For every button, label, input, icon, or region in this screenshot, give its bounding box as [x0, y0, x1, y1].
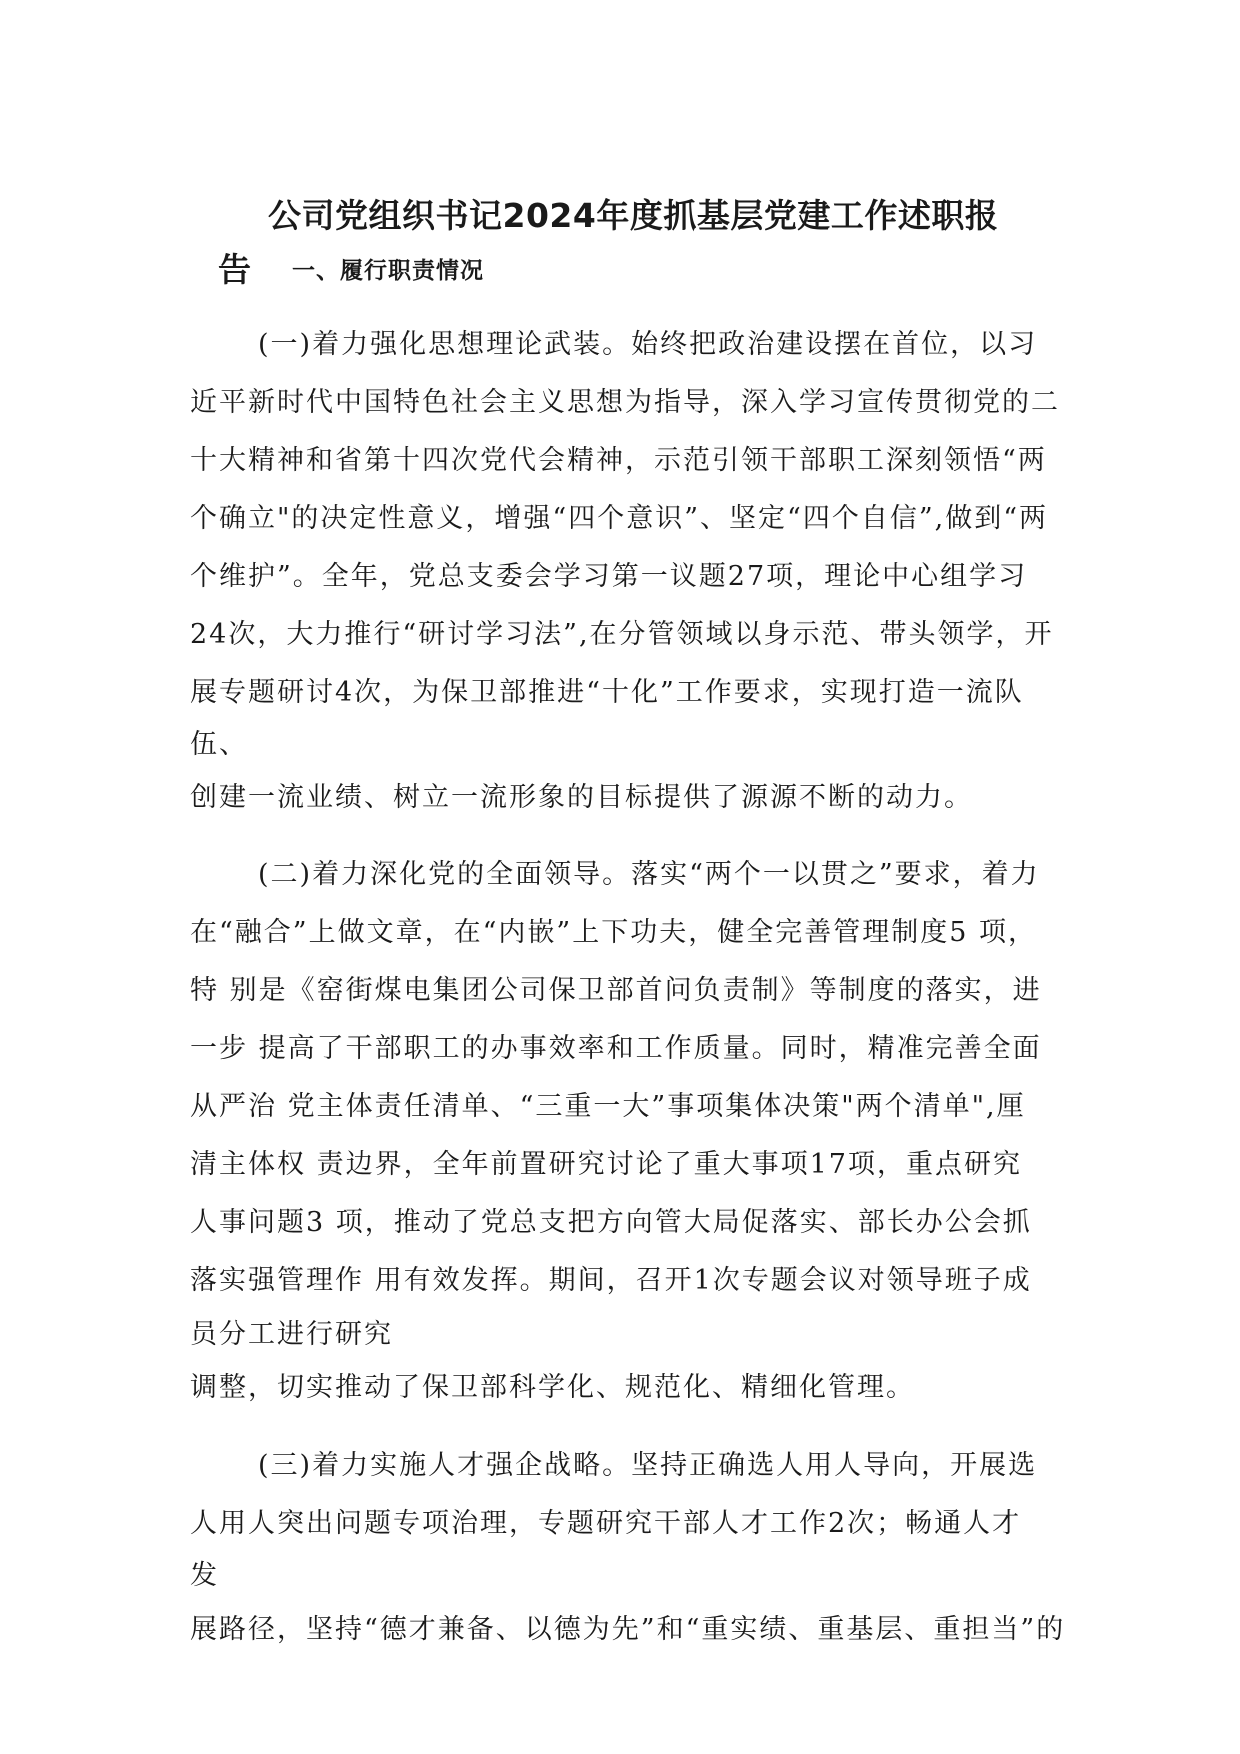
paragraph-1-line: 个确立"的决定性意义，增强“四个意识”、坚定“四个自信”,做到“两: [190, 503, 1049, 534]
document-title: 公司党组织书记2024年度抓基层党建工作述职报: [268, 196, 999, 235]
paragraph-1-line: 展专题研讨4次，为保卫部推进“十化”工作要求，实现打造一流队: [190, 677, 1024, 708]
paragraph-2-line: 人事问题3 项，推动了党总支把方向管大局促落实、部长办公会抓: [190, 1207, 1032, 1238]
paragraph-2-line: 落实强管理作 用有效发挥。期间，召开1次专题会议对领导班子成: [190, 1265, 1032, 1296]
paragraph-1-line: 个维护”。全年，党总支委会学习第一议题27项，理论中心组学习: [190, 561, 1028, 592]
paragraph-2-line: 清主体权 责边界，全年前置研究讨论了重大事项17项，重点研究: [190, 1149, 1022, 1180]
section-heading: 一、履行职责情况: [292, 258, 484, 284]
paragraph-1-line: 近平新时代中国特色社会主义思想为指导，深入学习宣传贯彻党的二: [190, 387, 1060, 418]
paragraph-2-line: 调整，切实推动了保卫部科学化、规范化、精细化管理。: [190, 1372, 915, 1403]
paragraph-3-line: 发: [190, 1560, 219, 1591]
paragraph-1-line: (一)着力强化思想理论武装。始终把政治建设摆在首位，以习: [258, 329, 1038, 360]
paragraph-2-line: (二)着力深化党的全面领导。落实“两个一以贯之”要求，着力: [258, 859, 1040, 890]
paragraph-2-line: 员分工进行研究: [190, 1319, 393, 1350]
document-title-continuation: 告: [218, 250, 251, 289]
paragraph-1-line: 伍、: [190, 729, 248, 760]
paragraph-1-line: 创建一流业绩、树立一流形象的目标提供了源源不断的动力。: [190, 782, 973, 813]
paragraph-3-line: 展路径，坚持“德才兼备、以德为先”和“重实绩、重基层、重担当”的: [190, 1614, 1066, 1645]
paragraph-1-line: 24次，大力推行“研讨学习法”,在分管领域以身示范、带头领学，开: [190, 619, 1054, 650]
paragraph-3-line: 人用人突出问题专项治理，专题研究干部人才工作2次；畅通人才: [190, 1508, 1022, 1539]
paragraph-2-line: 一步 提高了干部职工的办事效率和工作质量。同时，精准完善全面: [190, 1033, 1042, 1064]
paragraph-2-line: 从严治 党主体责任清单、“三重一大”事项集体决策"两个清单",厘: [190, 1091, 1026, 1122]
paragraph-2-line: 在“融合”上做文章，在“内嵌”上下功夫，健全完善管理制度5 项，: [190, 917, 1037, 948]
paragraph-2-line: 特 别是《窑街煤电集团公司保卫部首问负责制》等制度的落实，进: [190, 975, 1042, 1006]
paragraph-3-line: (三)着力实施人才强企战略。坚持正确选人用人导向，开展选: [258, 1450, 1038, 1481]
paragraph-1-line: 十大精神和省第十四次党代会精神，示范引领干部职工深刻领悟“两: [190, 445, 1047, 476]
